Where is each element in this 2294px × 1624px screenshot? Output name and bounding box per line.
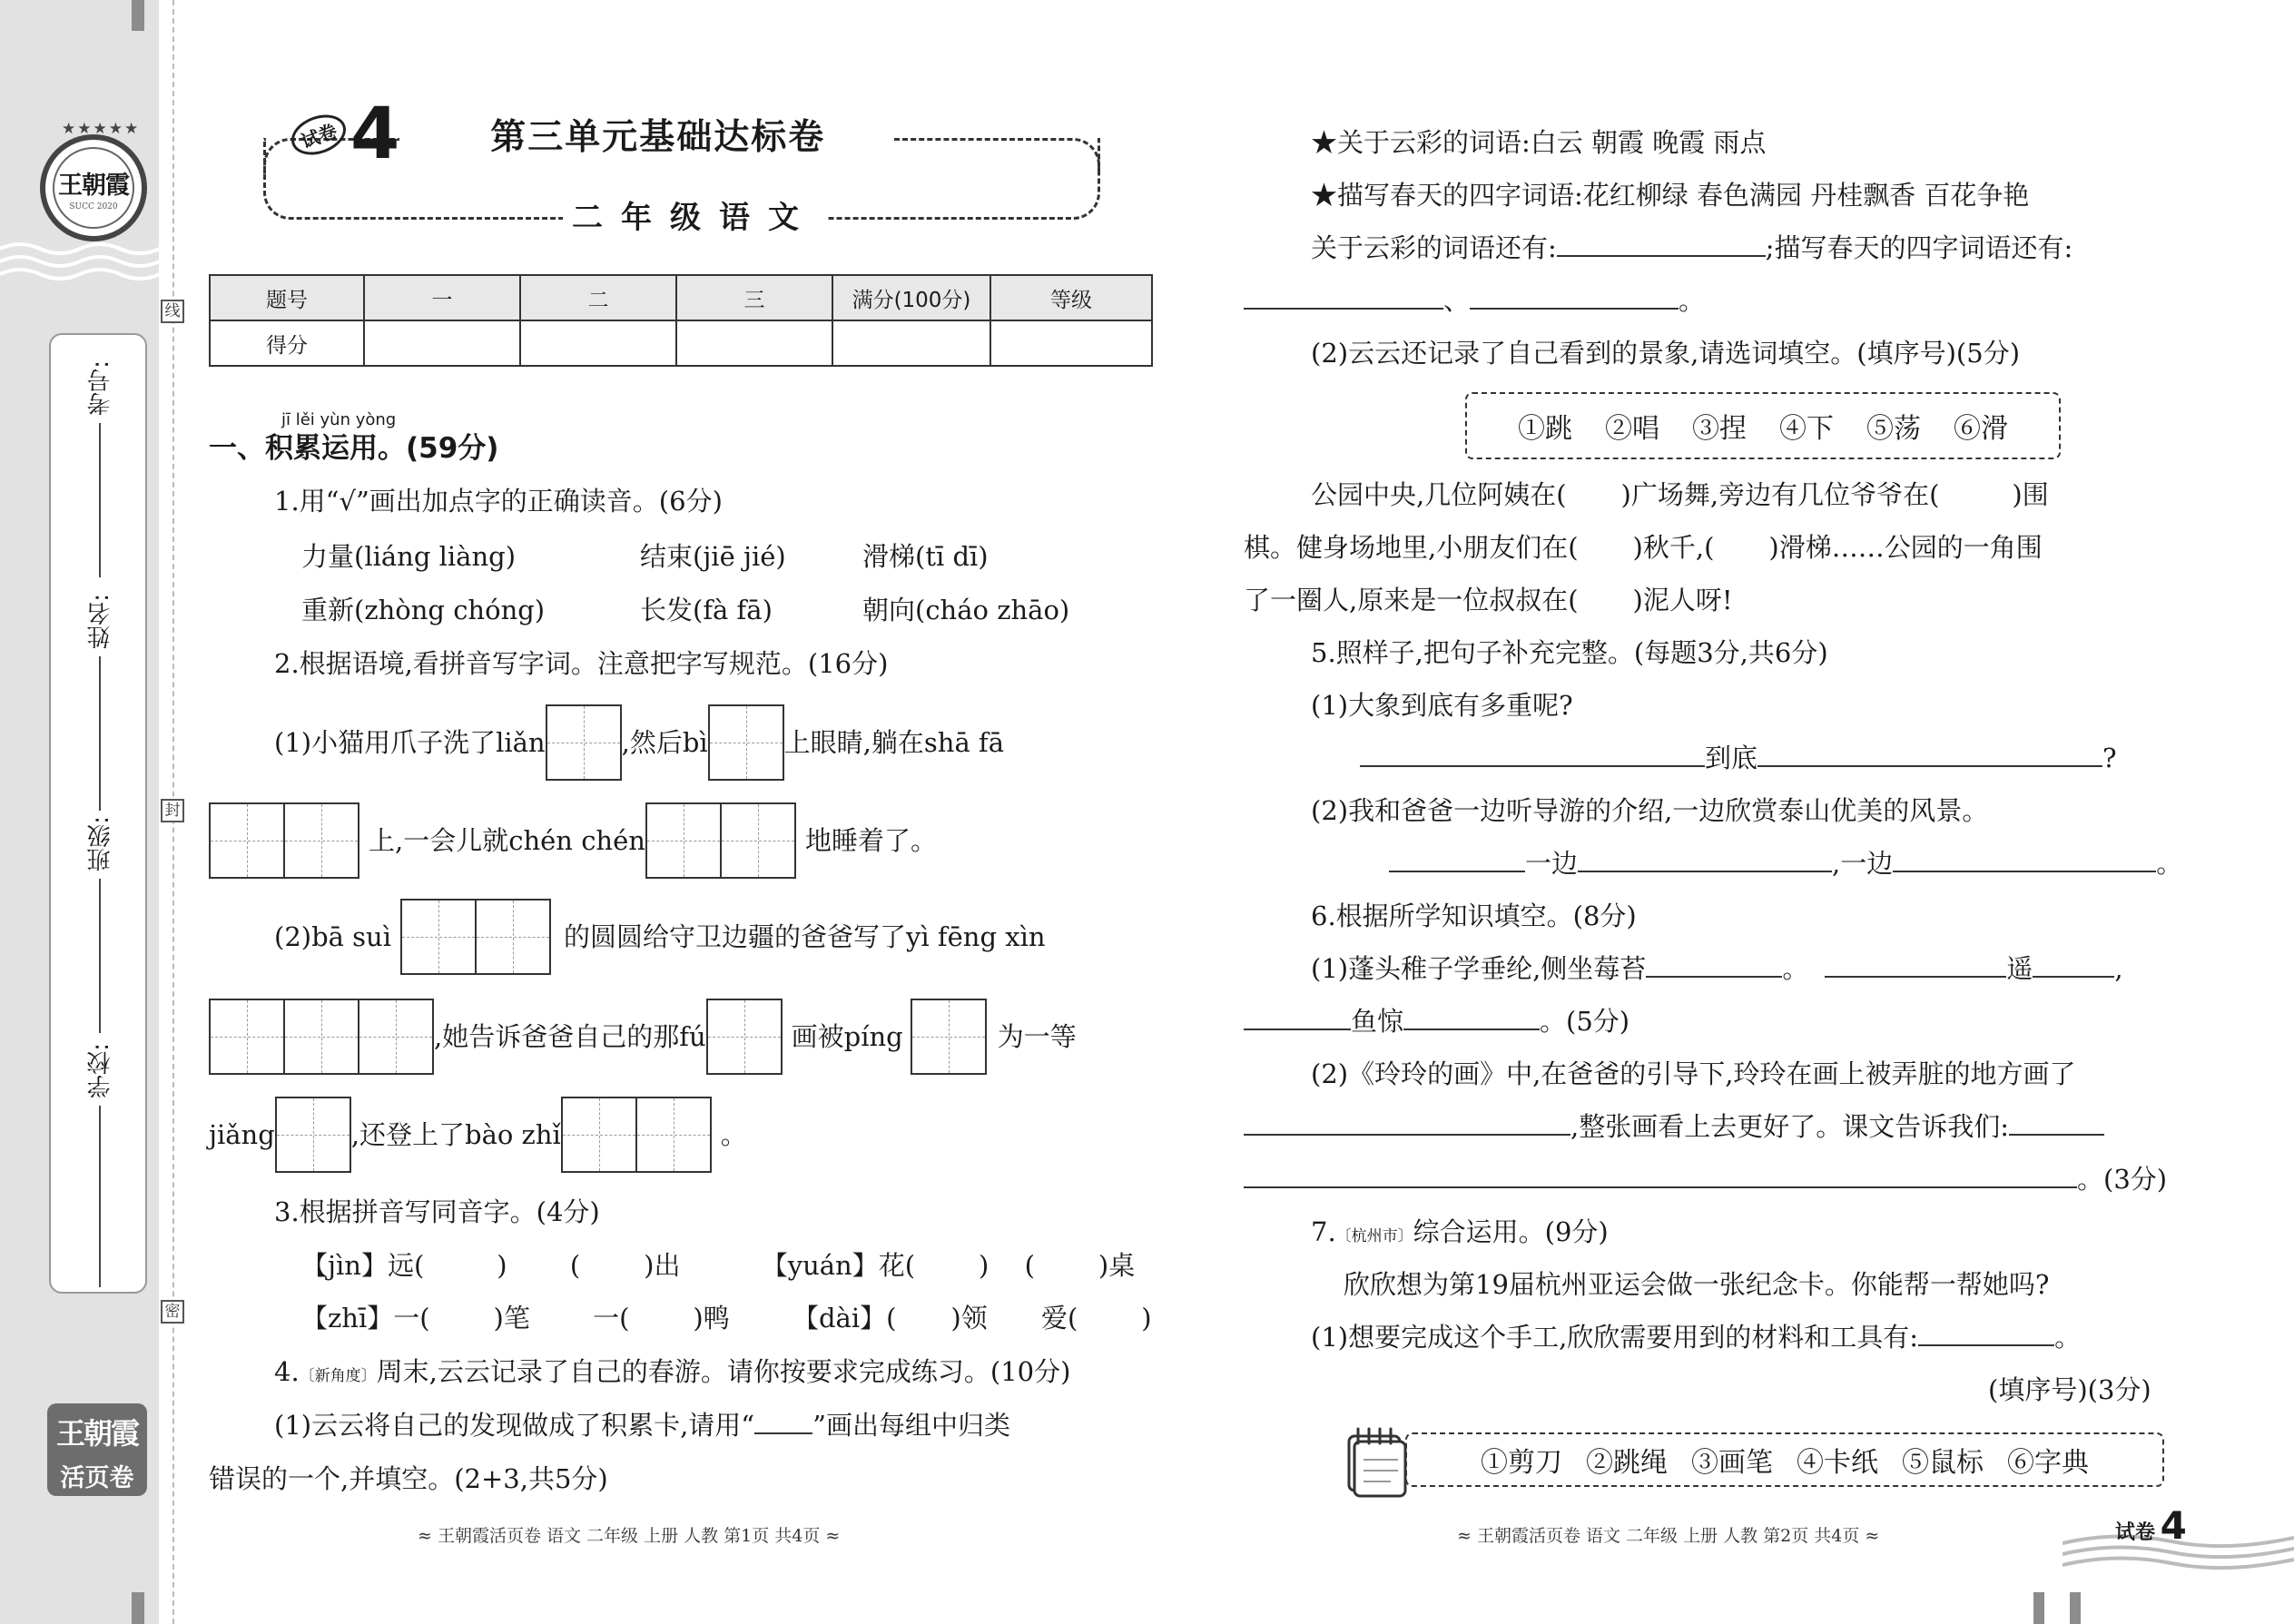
exam-number: 4 [350,94,400,175]
answer-blank[interactable] [1360,765,1705,767]
q6-title: 6.根据所学知识填空。(8分) [1311,901,1637,931]
exam-subtitle: 二年级语文 [563,192,826,237]
writing-grid[interactable] [209,999,285,1075]
q6-2-line2: ,整张画看上去更好了。课文告诉我们: [1244,1111,2104,1143]
q2-line1: (1)小猫用爪子洗了liǎn ,然后bì 上眼睛,躺在shā fā [274,704,1004,781]
q3-title: 3.根据拼音写同音字。(4分) [274,1196,600,1227]
page-corner-badge: 试卷 4 [2115,1503,2187,1548]
q3-row1: 【jìn】远( ) ( )出 【yuán】花( ) ( )桌 [301,1250,1136,1281]
q2-line5: jiǎng ,还登上了bào zhǐ 。 [209,1097,747,1173]
seal-text: 王朝霞 [58,171,129,200]
brand-logo: 王朝霞 活页卷 [47,1403,147,1496]
material-option: ②跳绳 [1586,1447,1668,1479]
q7-tag: 杭州市 [1351,1227,1398,1245]
q5-title: 5.照样子,把句子补充完整。(每题3分,共6分) [1311,637,1828,668]
q6-1-line2: 鱼惊 。(5分) [1244,1006,1629,1038]
school-field[interactable]: 学校: [51,1043,149,1287]
material-option: ⑥字典 [2007,1447,2089,1479]
answer-blank[interactable] [2009,1134,2104,1136]
fill-line-1: 关于云彩的词语还有: ;描写春天的四字词语还有: [1311,232,2073,263]
wave-decoration [0,238,159,283]
answer-blank[interactable] [1244,308,1443,310]
writing-grid[interactable] [911,999,987,1075]
sidebar-top-bar [132,0,144,31]
answer-blank[interactable] [1557,255,1766,257]
score-cell[interactable] [990,320,1152,366]
section1-title: 一、积累运用。(59分) [209,432,499,465]
exam-number-field[interactable]: 考号: [51,360,149,577]
class-field[interactable]: 班级: [51,816,149,1033]
score-header-cell: 一 [364,275,520,320]
exam-badge: 试卷 [286,107,351,162]
q2-line3: (2)bā suì 的圆圆给守卫边疆的爸爸写了yì fēng xìn [274,899,1046,975]
seal-sub: SUCC 2020 [69,202,118,212]
q3-row2: 【zhī】一( )笔 一( )鸭 【dài】( )领 爱( ) [301,1303,1152,1334]
material-options-box [1405,1432,2164,1487]
exam-title: 第三单元基础达标卷 [490,117,826,158]
footer-right: ≈ 王朝霞活页卷 语文 二年级 上册 人教 第2页 共4页 ≈ [1457,1526,1880,1546]
q7-1-line: (1)想要完成这个手工,欣欣需要用到的材料和工具有: 。 [1311,1322,2082,1353]
score-cell[interactable] [520,320,676,366]
writing-grid[interactable] [561,1097,637,1173]
calendar-icon [1344,1423,1414,1498]
q7-1-note: (填序号)(3分) [1988,1374,2151,1405]
writing-grid[interactable] [645,802,722,879]
q7-text: 欣欣想为第19届杭州亚运会做一张纪念卡。你能帮一帮她吗? [1344,1269,2050,1300]
star-line-clouds: ★关于云彩的词语:白云 朝霞 晚霞 雨点 [1311,127,1767,158]
answer-blank[interactable] [1244,1029,1351,1030]
answer-blank[interactable] [1646,976,1782,978]
answer-blank[interactable] [1757,765,2102,767]
bottom-bar [2070,1592,2081,1624]
passage-line-2: 棋。健身场地里,小朋友们在( )秋千,( )滑梯……公园的一角围 [1244,532,2043,563]
q5-2-example: (2)我和爸爸一边听导游的介绍,一边欣赏泰山优美的风景。 [1311,795,1989,826]
bottom-bar [2033,1592,2044,1624]
q5-2-answer: 一边 ,一边 。 [1389,848,2182,880]
q6-2-line3: 。(3分) [1244,1164,2167,1196]
writing-grid[interactable] [358,999,434,1075]
q5-1-answer: 到底 ? [1360,743,2117,774]
q6-2-line: (2)《玲玲的画》中,在爸爸的引导下,玲玲在画上被弄脏的地方画了 [1311,1058,2076,1089]
q1-item: 朝向(cháo zhāo) [862,595,1070,625]
q1-item: 结束(jiē jié) [640,541,786,572]
q1-item: 长发(fà fā) [640,595,773,625]
score-row-label: 得分 [210,320,364,366]
q5-1-example: (1)大象到底有多重呢? [1311,690,1573,721]
answer-blank[interactable] [1403,1029,1540,1030]
q4-1-line: (1)云云将自己的发现做成了积累卡,请用“ ”画出每组中归类 [274,1410,1010,1441]
word-option: ⑤荡 [1866,413,1921,445]
answer-blank[interactable] [1470,308,1679,310]
word-option: ③捏 [1692,413,1747,445]
writing-grid[interactable] [546,704,622,781]
word-option: ④下 [1779,413,1834,445]
score-header-cell: 三 [676,275,832,320]
answer-blank[interactable] [1893,871,2156,872]
score-header-cell: 题号 [210,275,364,320]
q6-1-line: (1)蓬头稚子学垂纶,侧坐莓苔 。 遥 , [1311,953,2123,984]
answer-blank[interactable] [1244,1186,2077,1188]
footer-left: ≈ 王朝霞活页卷 语文 二年级 上册 人教 第1页 共4页 ≈ [418,1526,841,1546]
writing-grid[interactable] [283,802,359,879]
score-header-cell: 满分(100分) [832,275,990,320]
score-cell[interactable] [676,320,832,366]
writing-grid[interactable] [706,999,783,1075]
q2-title: 2.根据语境,看拼音写字词。注意把字写规范。(16分) [274,648,889,679]
writing-grid[interactable] [475,899,551,975]
material-option: ⑤鼠标 [1902,1447,1984,1479]
answer-blank[interactable] [1578,871,1832,872]
q7-title: 7.〔杭州市〕综合运用。(9分) [1311,1216,1609,1247]
seal-stars-icon: ★★★★★ [62,120,141,138]
section1-pinyin: jī lěi yùn yòng [281,410,397,429]
q1-item: 力量(liáng liàng) [301,541,517,572]
word-option: ①跳 [1518,413,1572,445]
q2-line4: ,她告诉爸爸自己的那fú 画被píng 为一等 [209,999,1077,1075]
answer-blank[interactable] [1244,1134,1570,1136]
answer-blank[interactable] [1825,976,2006,978]
word-options-box [1465,392,2061,459]
fold-mark-secret: 密 [161,1300,184,1324]
score-cell[interactable] [832,320,990,366]
answer-blank[interactable] [2033,976,2114,978]
q4-title: 4.〔新角度〕周末,云云记录了自己的春游。请你按要求完成练习。(10分) [274,1356,1071,1387]
q1-item: 重新(zhòng chóng) [301,595,546,625]
writing-grid[interactable] [708,704,784,781]
material-option: ④卡纸 [1797,1447,1878,1479]
name-field[interactable]: 姓名: [51,594,149,811]
fold-mark-line: 线 [161,300,184,323]
star-line-spring: ★描写春天的四字词语:花红柳绿 春色满园 丹桂飘香 百花争艳 [1311,180,2030,211]
q4-2-title: (2)云云还记录了自己看到的景象,请选词填空。(填序号)(5分) [1311,338,2021,369]
word-option: ⑥滑 [1954,413,2008,445]
writing-grid[interactable] [209,802,285,879]
writing-grid[interactable] [720,802,796,879]
q1-item: 滑梯(tī dī) [862,541,989,572]
student-info-card [49,333,147,1294]
score-cell[interactable] [364,320,520,366]
passage-line-1: 公园中央,几位阿姨在( )广场舞,旁边有几位爷爷在( )围 [1311,479,2049,510]
writing-grid[interactable] [283,999,359,1075]
material-option: ①剪刀 [1481,1447,1562,1479]
writing-grid[interactable] [400,899,477,975]
brand-seal-logo [40,120,147,241]
page-title [290,94,1135,175]
fold-mark-seal: 封 [161,799,184,822]
q2-line2: 上,一会儿就chén chén 地睡着了。 [209,802,937,879]
passage-line-3: 了一圈人,原来是一位叔叔在( )泥人呀! [1244,585,1733,615]
q1-title: 1.用“√”画出加点字的正确读音。(6分) [274,486,723,517]
word-option: ②唱 [1605,413,1659,445]
q4-tag: 新角度 [314,1367,361,1385]
q4-1-line2: 错误的一个,并填空。(2+3,共5分) [209,1463,608,1494]
score-header-cell: 二 [520,275,676,320]
answer-blank[interactable] [1389,871,1525,872]
material-option: ③画笔 [1691,1447,1773,1479]
writing-grid[interactable] [635,1097,712,1173]
answer-blank[interactable] [1918,1344,2054,1346]
fill-line-2: 、 。 [1244,285,1705,317]
score-table [209,274,1153,367]
score-header-cell: 等级 [990,275,1152,320]
writing-grid[interactable] [275,1097,351,1173]
sidebar-bottom-bar [132,1592,144,1624]
